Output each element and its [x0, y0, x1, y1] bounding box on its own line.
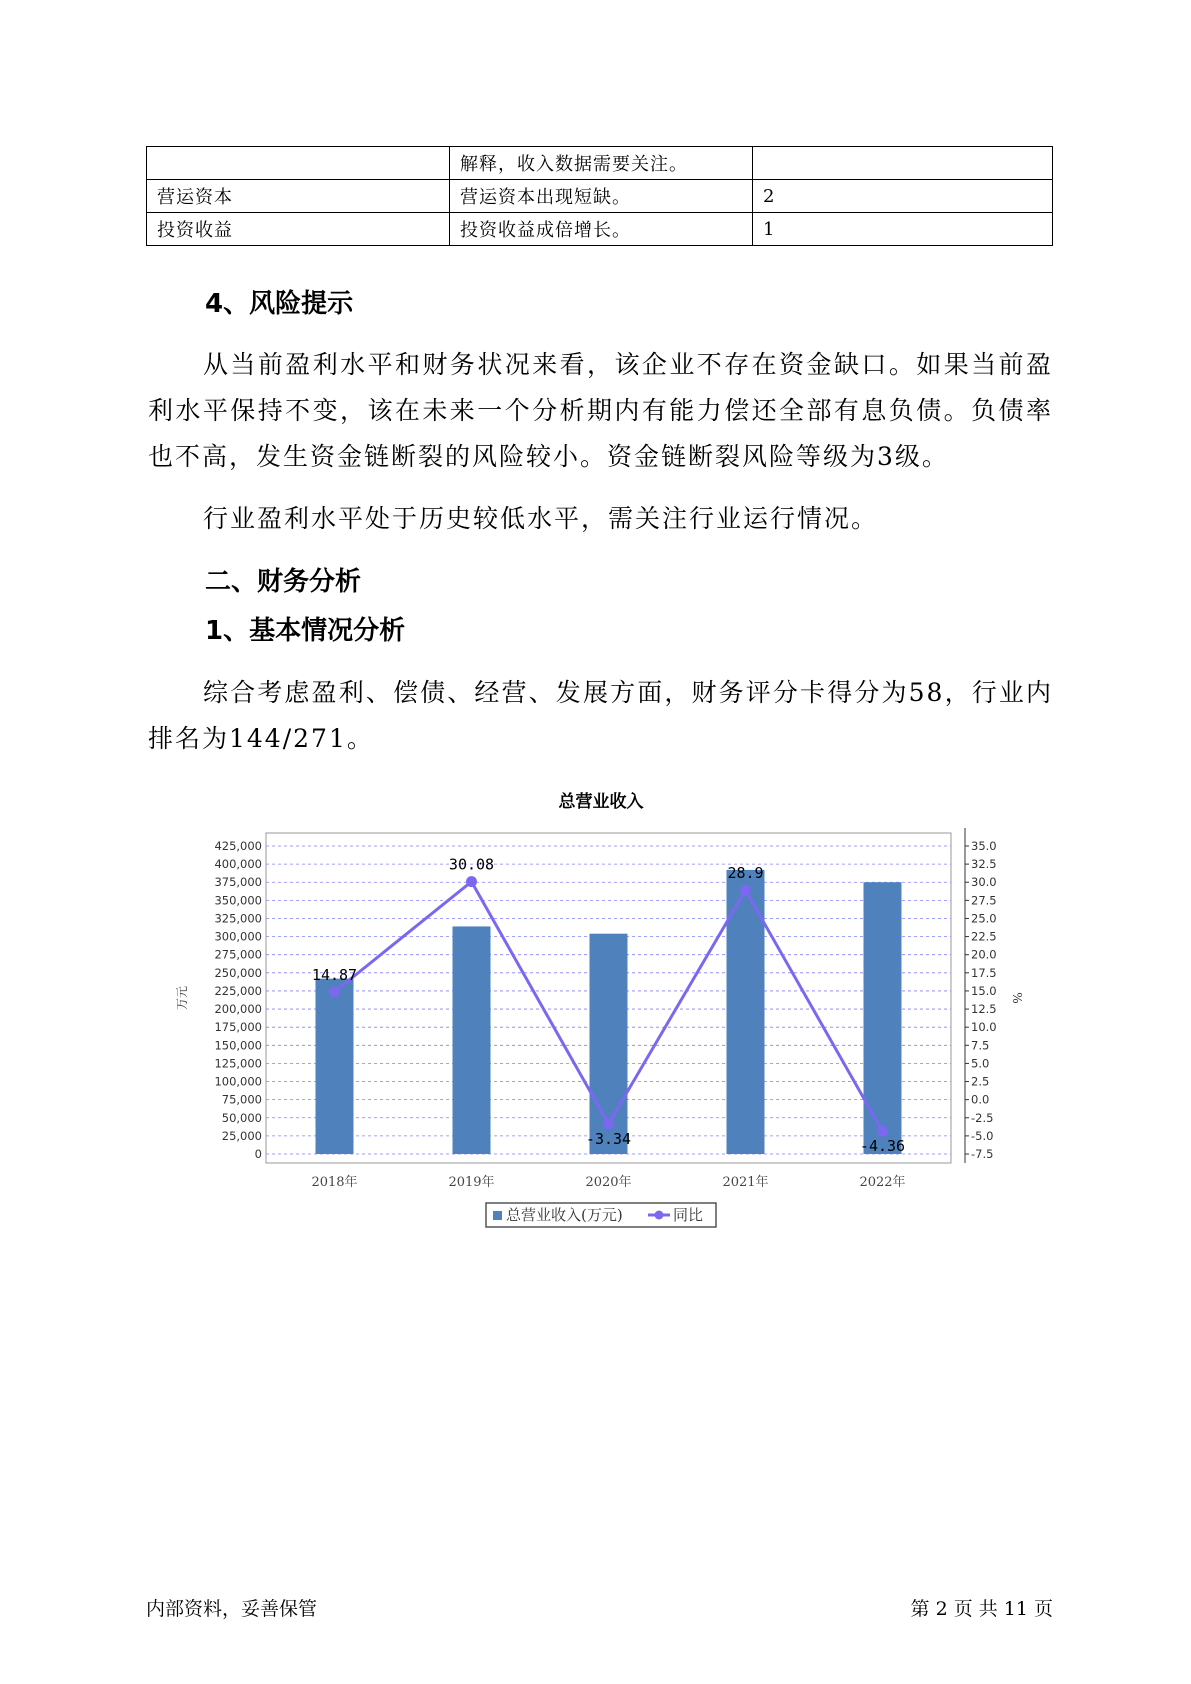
- y-tick-right: 15.0: [971, 983, 997, 998]
- y-axis-label-left: 万元: [175, 985, 189, 1011]
- y-tick-right: 30.0: [971, 875, 997, 890]
- section-heading-risk: 4、风险提示: [205, 289, 354, 319]
- y-tick-right: 0.0: [971, 1092, 990, 1107]
- y-tick-left: 375,000: [214, 875, 262, 890]
- y-tick-left: 0: [254, 1147, 262, 1161]
- y-tick-left: 75,000: [221, 1092, 262, 1107]
- table-row: [147, 213, 1053, 246]
- data-label: 28.9: [727, 864, 764, 883]
- table-cell: [753, 147, 1053, 180]
- y-tick-left: 225,000: [214, 983, 262, 998]
- y-tick-right: 32.5: [971, 857, 997, 872]
- table-cell: 投资收益成倍增长。: [450, 213, 753, 246]
- y-tick-right: 27.5: [971, 893, 997, 908]
- y-tick-left: 350,000: [214, 893, 262, 908]
- table-cell: 2: [753, 180, 1053, 213]
- y-tick-left: 250,000: [214, 965, 262, 980]
- legend-label: 总营业收入(万元): [506, 1206, 623, 1224]
- x-tick-label: 2022年: [859, 1175, 906, 1190]
- line-point: [603, 1118, 614, 1129]
- y-tick-right: 5.0: [971, 1056, 990, 1071]
- section-heading-financial: 二、财务分析: [205, 567, 362, 597]
- x-tick-label: 2018年: [311, 1175, 358, 1190]
- y-tick-left: 50,000: [221, 1110, 262, 1125]
- x-tick-label: 2019年: [448, 1175, 495, 1190]
- y-tick-left: 200,000: [214, 1002, 262, 1017]
- revenue-chart: [175, 778, 1024, 1248]
- y-tick-right: 10.0: [971, 1020, 997, 1035]
- legend-label: 同比: [673, 1206, 704, 1224]
- y-tick-left: 100,000: [214, 1074, 262, 1089]
- data-label: -4.36: [859, 1137, 906, 1156]
- y-tick-right: 7.5: [971, 1038, 990, 1053]
- x-tick-label: 2021年: [722, 1175, 769, 1190]
- section-heading-basic: 1、基本情况分析: [205, 616, 406, 646]
- y-tick-left: 125,000: [214, 1056, 262, 1071]
- table-cell: [147, 147, 450, 180]
- table-row: [147, 147, 1053, 180]
- line-point: [329, 986, 340, 997]
- footer-page-number: 第 2 页 共 11 页: [910, 1598, 1053, 1620]
- line-point: [466, 876, 477, 887]
- line-point: [877, 1126, 888, 1137]
- table-cell: 营运资本出现短缺。: [450, 180, 753, 213]
- legend-line-marker: [655, 1211, 664, 1220]
- y-tick-right: 25.0: [971, 911, 997, 926]
- y-tick-left: 175,000: [214, 1020, 262, 1035]
- legend-bar-swatch: [493, 1211, 502, 1220]
- line-point: [740, 885, 751, 896]
- table-cell: 解释，收入数据需要关注。: [450, 147, 753, 180]
- y-tick-left: 275,000: [214, 947, 262, 962]
- y-tick-right: -5.0: [971, 1128, 994, 1143]
- y-tick-right: 17.5: [971, 965, 997, 980]
- y-tick-right: -2.5: [971, 1110, 994, 1125]
- paragraph-risk: 从当前盈利水平和财务状况来看，该企业不存在资金缺口。如果当前盈利水平保持不变，该在未来一个分析期内有能力偿还全部有息负债。负债率也不高，发生资金链断裂的风险较小。资金链断裂风险等级为3级。: [148, 350, 1053, 471]
- bar: [453, 926, 491, 1154]
- x-tick-label: 2020年: [585, 1175, 632, 1190]
- y-tick-left: 25,000: [221, 1128, 262, 1143]
- footer-confidential: 内部资料，妥善保管: [146, 1598, 318, 1620]
- y-tick-left: 300,000: [214, 929, 262, 944]
- table-cell: 投资收益: [147, 213, 450, 246]
- y-axis-label-right: %: [1010, 992, 1024, 1004]
- data-label: 30.08: [448, 855, 495, 874]
- y-tick-left: 325,000: [214, 911, 262, 926]
- bar: [864, 882, 902, 1154]
- y-tick-left: 400,000: [214, 857, 262, 872]
- y-tick-right: 2.5: [971, 1074, 990, 1089]
- bar: [316, 979, 354, 1154]
- table-cell: 营运资本: [147, 180, 450, 213]
- indicator-table: [146, 146, 1053, 246]
- chart-title: 总营业收入: [558, 792, 644, 812]
- data-label: -3.34: [585, 1129, 632, 1148]
- table-cell: 1: [753, 213, 1053, 246]
- data-label: 14.87: [311, 965, 358, 984]
- paragraph-industry: 行业盈利水平处于历史较低水平，需关注行业运行情况。: [203, 504, 879, 533]
- y-tick-right: 35.0: [971, 839, 997, 853]
- y-tick-right: -7.5: [971, 1147, 994, 1161]
- y-tick-left: 150,000: [214, 1038, 262, 1053]
- y-tick-right: 12.5: [971, 1002, 997, 1017]
- table-row: [147, 180, 1053, 213]
- y-tick-right: 20.0: [971, 947, 997, 962]
- y-tick-left: 425,000: [214, 839, 262, 853]
- paragraph-score: 综合考虑盈利、偿债、经营、发展方面，财务评分卡得分为58，行业内排名为144/271。: [148, 678, 1053, 753]
- y-tick-right: 22.5: [971, 929, 997, 944]
